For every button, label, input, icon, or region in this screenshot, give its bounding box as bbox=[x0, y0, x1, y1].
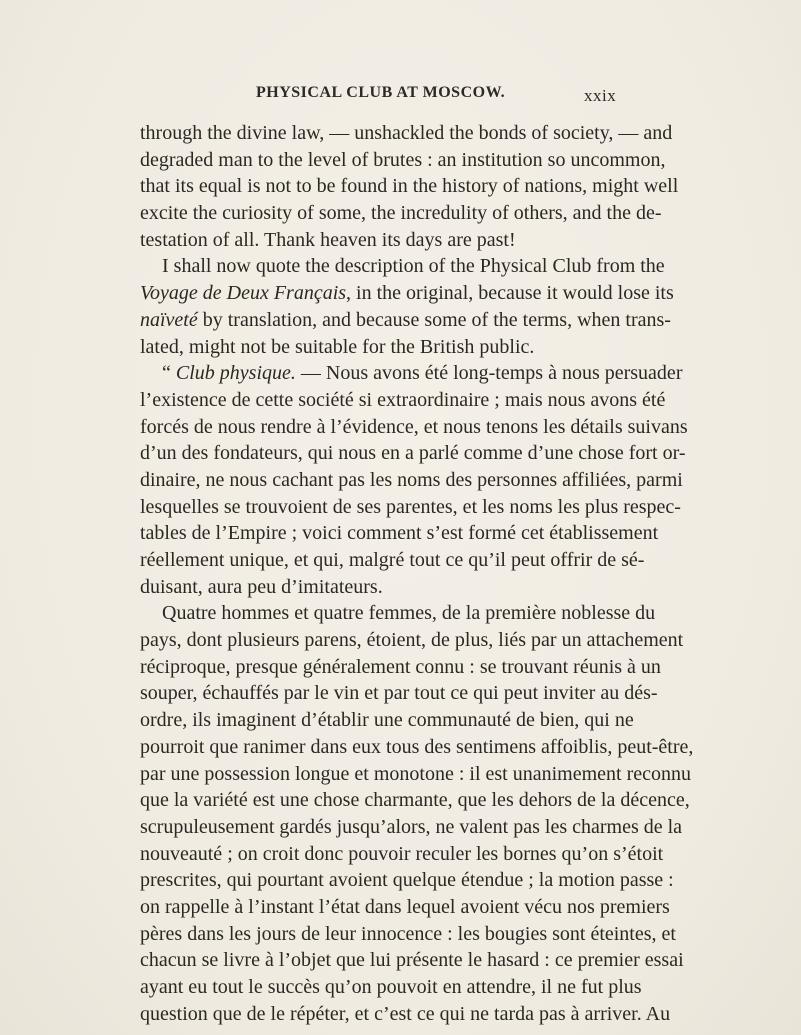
text-line: que la variété est une chose charmante, que les dehors de la décence, bbox=[140, 789, 690, 812]
text-line-with-italic: Voyage de Deux Français, in the original, because it would lose its bbox=[140, 282, 674, 305]
text-line: testation of all. Thank heaven its days are past! bbox=[140, 228, 516, 251]
text-line: lesquelles se trouvoient de ses parentes, et les noms les plus respec- bbox=[140, 495, 681, 518]
running-title: PHYSICAL CLUB AT MOSCOW. bbox=[256, 84, 506, 101]
italic-phrase: Voyage de Deux Français bbox=[140, 282, 347, 305]
text-line: scrupuleusement gardés jusqu’alors, ne valent pas les charmes de la bbox=[140, 815, 683, 838]
text-line: ordre, ils imaginent d’établir une communauté de bien, qui ne bbox=[140, 709, 634, 732]
text-line: that its equal is not to be found in the history of nations, might well bbox=[140, 175, 679, 198]
text-line: prescrites, qui pourtant avoient quelque étendue ; la motion passe : bbox=[140, 869, 674, 892]
text-line: nouveauté ; on croit donc pouvoir reculer les bornes qu’on s’étoit bbox=[140, 842, 664, 865]
text-line: on rappelle à l’instant l’état dans lequel avoient vécu nos premiers bbox=[140, 895, 670, 918]
text-line: réellement unique, et qui, malgré tout ce qu’il peut offrir de sé- bbox=[140, 549, 645, 571]
text-line: l’existence de cette société si extraordinaire ; mais nous avons été bbox=[140, 388, 666, 411]
text-line: degraded man to the level of brutes : an institution so uncommon, bbox=[140, 148, 666, 171]
page-number: xxix bbox=[584, 86, 617, 105]
text-line: souper, échauffés par le vin et par tout ce qui peut inviter au dés- bbox=[140, 682, 658, 705]
italic-phrase: naïveté bbox=[140, 308, 198, 331]
text-line: excite the curiosity of some, the incredulity of others, and the de- bbox=[140, 202, 662, 225]
text-line: pourroit que ranimer dans eux tous des sentimens affoiblis, peut-être, bbox=[140, 735, 694, 758]
text-line: réciproque, presque généralement connu : se trouvant réunis à un bbox=[140, 655, 661, 678]
text-line: question que de le répéter, et c’est ce qui ne tarda pas à arriver. Au bbox=[140, 1002, 671, 1025]
body-text bbox=[140, 120, 694, 1027]
text-line-with-italic: “ Club physique. — Nous avons été long-temps à nous persuader bbox=[162, 362, 683, 385]
text-line: duisant, aura peu d’imitateurs. bbox=[140, 575, 383, 598]
text-line: dinaire, ne nous cachant pas les noms des personnes affiliées, parmi bbox=[140, 468, 683, 491]
text-line: through the divine law, — unshackled the bonds of society, — and bbox=[140, 122, 673, 144]
text-line: pays, dont plusieurs parens, étoient, de plus, liés par un attachement bbox=[140, 629, 684, 652]
text-line: forcés de nous rendre à l’évidence, et nous tenons les détails suivans bbox=[140, 415, 688, 438]
text-line: I shall now quote the description of the Physical Club from the bbox=[162, 255, 665, 278]
text-line: lated, might not be suitable for the British public. bbox=[140, 335, 535, 358]
text-line: Quatre hommes et quatre femmes, de la première noblesse du bbox=[162, 602, 656, 625]
text-line: par une possession longue et monotone : il est unanimement reconnu bbox=[140, 762, 691, 785]
text-line: tables de l’Empire ; voici comment s’est formé cet établissement bbox=[140, 522, 659, 545]
text-line: chacun se livre à l’objet que lui présente le hasard : ce premier essai bbox=[140, 949, 684, 972]
italic-phrase: Club physique. bbox=[175, 362, 296, 385]
text-line-with-italic: naïveté by translation, and because some of the terms, when trans- bbox=[140, 308, 671, 331]
text-line: ayant eu tout le succès qu’on pouvoit en attendre, il ne fut plus bbox=[140, 976, 642, 998]
text-line: pères dans les jours de leur innocence : les bougies sont éteintes, et bbox=[140, 922, 676, 945]
text-line: d’un des fondateurs, qui nous en a parlé comme d’une chose fort or- bbox=[140, 442, 686, 465]
